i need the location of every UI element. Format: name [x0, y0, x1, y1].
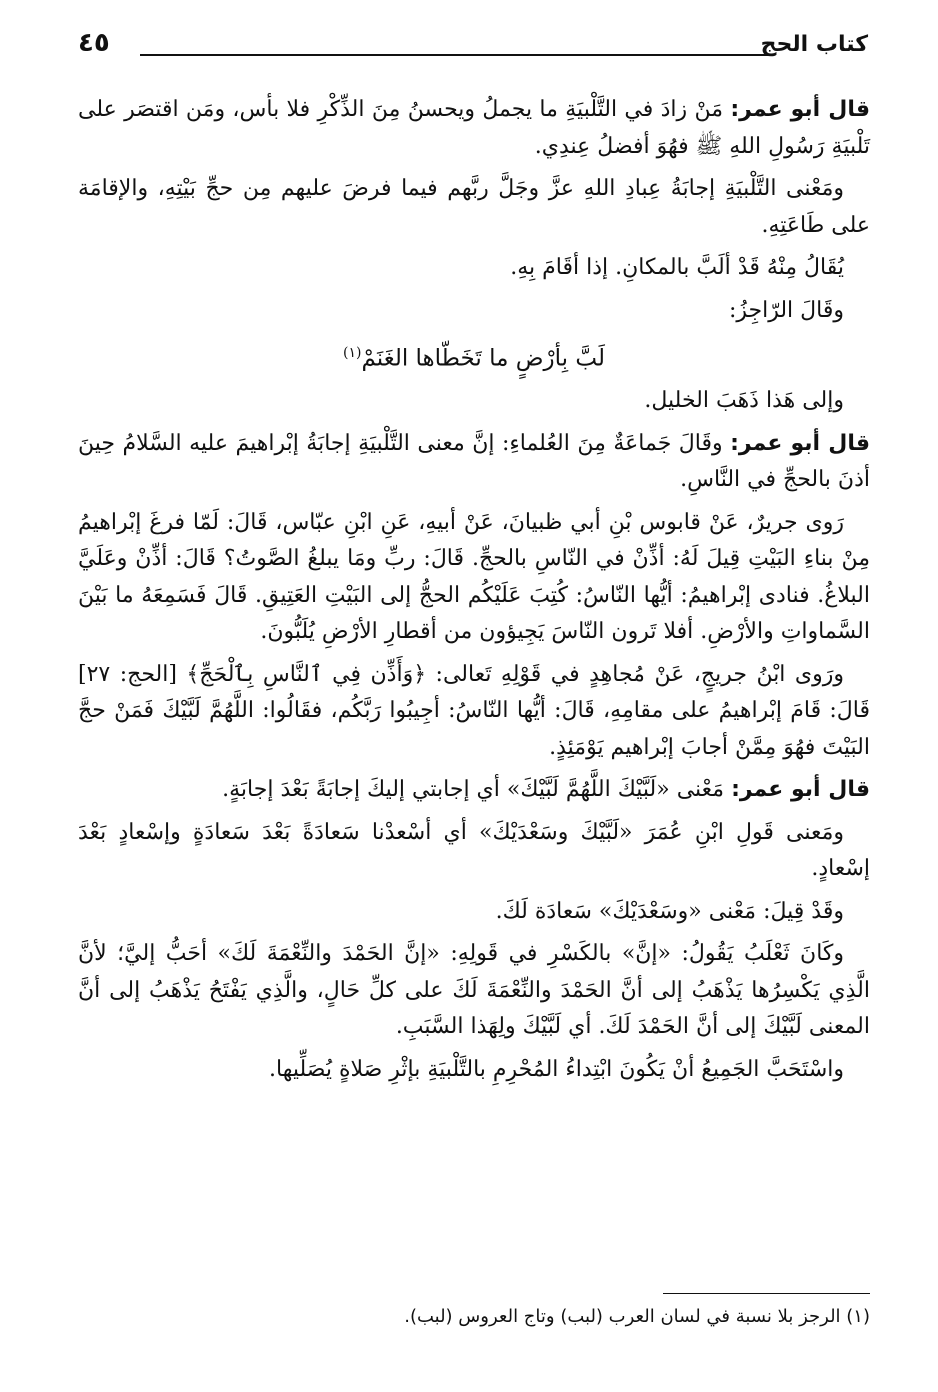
footnote-text: (١) الرجز بلا نسبة في لسان العرب (لبب) وتاج العروس (لبب). — [404, 1306, 870, 1327]
paragraph-text: ومَعْنى التَّلْبيَةِ إجابَةُ عِبادِ اللهِ عزَّ وجَلَّ ربَّهم فيما فرضَ عليهم مِن حجِّ بَيْتِهِ، والإقامَة على طَاعَتِهِ. — [78, 176, 870, 238]
paragraph — [78, 815, 870, 888]
paragraph — [78, 92, 870, 165]
paragraph-text: وقَالَ جَماعَةٌ مِنَ العُلماءِ: إنَّ معنى التَّلْبيَةِ إجابَةُ إبْراهيمَ عليه السَّلامُ حِينَ أذنَ بالحجِّ في النَّاسِ. — [78, 430, 870, 493]
footnote-marker: (١) — [343, 345, 362, 361]
paragraph-text: وإلى هَذا ذَهَبَ الخليل. — [644, 388, 844, 414]
paragraph — [78, 426, 870, 499]
paragraph-text: وكَانَ ثَعْلَبُ يَقُولُ: «إنَّ» بالكَسْرِ في قَولِهِ: «إنَّ الحَمْدَ والنِّعْمَةَ لَكَ» أحَبُّ إليَّ؛ لأنَّ الَّذِي يَكْسِرُها يَذْهَبُ إلى أنَّ الحَمْدَ والنِّعْمَةَ لَكَ على كلِّ حَالٍ، والَّذِي يَفْتَحُ يَذْهَبُ إلى أنَّ المعنى لَبَّيْكَ إلى أنَّ الحَمْدَ لَكَ. أي لَبَّيْكَ ولِهَذا السَّبَبِ. — [78, 941, 870, 1040]
paragraph — [78, 657, 870, 767]
header-rule — [140, 54, 768, 56]
paragraph-text: وقَدْ قِيلَ: مَعْنى «وسَعْدَيْكَ» سَعادَة لَكَ. — [495, 898, 844, 924]
paragraph — [78, 894, 870, 931]
book-title: كتاب الحج — [760, 32, 868, 57]
footnote-rule — [663, 1293, 870, 1294]
page-number: ٤٥ — [78, 28, 110, 58]
paragraph — [78, 171, 870, 244]
paragraph-text: يُقَالُ مِنْهُ قَدْ ألَبَّ بالمكانِ. إذا أقَامَ بِهِ. — [510, 255, 844, 280]
verse — [78, 335, 870, 377]
speaker-label: قال أبو عمر: — [730, 430, 870, 456]
paragraph-text: رَوى جريرٌ، عَنْ قابوس بْنِ أبي ظبيانَ، عَنْ أبيهِ، عَنِ ابْنِ عبّاس، قَالَ: لَمّا فرغَ إبْراهيمُ مِنْ بناءِ البَيْتِ قِيلَ لَهُ: أذِّنْ في النّاسِ بالحجِّ. قَالَ: ربِّ ومَا يبلغُ الصَّوتُ؟ قَالَ: أذِّنْ وعَلَيَّ البلاغُ. فنادى إبْراهيمُ: أيُّها النّاسُ: كُتِبَ عَلَيْكُم الحجُّ إلى البَيْتِ العَتِيقِ. قَالَ فَسَمِعَهُ ما بَيْنَ السَّماواتِ والأرْضِ. أفلا تَرون النّاسَ يَجِيؤون من أقطارِ الأرْضِ يُلَبُّونَ. — [78, 509, 870, 645]
verse-text: لَبَّ بِأرْضٍ ما تَخَطّاها الغَنَمْ — [361, 345, 605, 372]
running-header — [78, 28, 868, 68]
paragraph-text: ورَوى ابْنُ جريجٍ، عَنْ مُجاهِدٍ في قَوْلِهِ تَعالى: ﴿وَأَذِّن فِي ٱلنَّاسِ بِٱلْحَجِّ﴾ [الحج: ٢٧] قَالَ: قَامَ إبْراهيمُ على مقامِهِ، قَالَ: أيُّها النّاسُ: أجِيبُوا رَبَّكُم، فقَالُوا: اللَّهُمَّ لَبَّيْكَ فَمَنْ حجَّ البَيْتَ فهُوَ مِمَّنْ أجابَ إبْراهيم يَوْمَئِذٍ. — [78, 661, 871, 760]
main-text — [78, 92, 870, 1094]
paragraph — [78, 505, 870, 651]
speaker-label: قال أبو عمر: — [730, 97, 870, 122]
paragraph-text: وقَالَ الرّاجِزُ: — [728, 297, 844, 323]
paragraph-text: ومَعنى قَولِ ابْنِ عُمَرَ «لَبَّيْكَ وسَعْدَيْكَ» أي أسْعدْنا سَعادَةً بَعْدَ سَعادَةٍ وإسْعادٍ بَعْدَ إسْعادٍ. — [78, 819, 870, 882]
paragraph — [78, 772, 870, 809]
paragraph — [78, 1052, 870, 1089]
footnote — [78, 1304, 870, 1330]
paragraph — [78, 293, 870, 330]
paragraph-text: واسْتَحَبَّ الجَمِيعُ أنْ يَكُونَ ابْتِداءُ المُحْرِمِ بالتَّلْبيَةِ بإثْرِ صَلاةٍ يُصَلِّيها. — [269, 1056, 844, 1082]
paragraph-text: مَنْ زادَ في التَّلْبيَةِ ما يجملُ ويحسنُ مِنَ الذِّكْرِ فلا بأس، ومَن اقتصَر على تَلْبيَةِ رَسُولِ اللهِ ﷺ فهُوَ أفضلُ عِندِي. — [78, 97, 870, 159]
paragraph — [78, 250, 870, 287]
speaker-label: قال أبو عمر: — [731, 777, 870, 803]
paragraph-text: مَعْنى «لَبَّيْكَ اللَّهُمَّ لَبَّيْكَ» أي إجابتي إليكَ إجابَةً بَعْدَ إجابَةٍ. — [222, 777, 732, 803]
paragraph — [78, 936, 870, 1046]
paragraph — [78, 383, 870, 420]
